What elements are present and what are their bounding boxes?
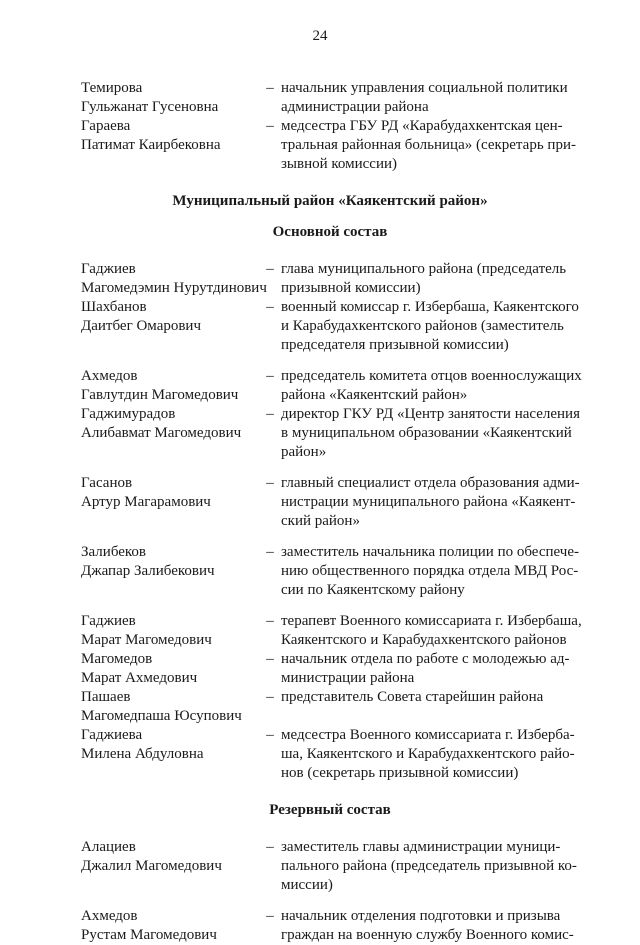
position-line: представитель Совета старейшин района <box>281 689 544 705</box>
member-given-name: Рустам Магомедович <box>81 927 217 943</box>
member-name <box>81 260 267 298</box>
member-entry <box>81 726 599 783</box>
position-line: медсестра ГБУ РД «Карабудахкентская цен- <box>281 118 563 134</box>
entry-dash: – <box>266 727 274 743</box>
entry-dash: – <box>266 839 274 855</box>
position-line: зывной комиссии) <box>281 156 398 172</box>
member-surname: Алациев <box>81 839 136 855</box>
position-line: глава муниципального района (председатель <box>281 261 567 277</box>
member-name <box>81 650 261 688</box>
entry-dash: – <box>266 118 274 134</box>
member-name <box>81 688 261 726</box>
position-line: начальник управления социальной политики <box>281 80 568 96</box>
member-entry <box>81 543 599 600</box>
member-position <box>281 907 599 945</box>
position-line: сии по Каякентскому району <box>281 582 465 598</box>
member-given-name: Марат Магомедович <box>81 632 212 648</box>
position-line: директор ГКУ РД «Центр занятости населения <box>281 406 580 422</box>
position-line: председателя призывной комиссии) <box>281 337 509 353</box>
member-name <box>81 79 261 117</box>
member-given-name: Джапар Залибекович <box>81 563 215 579</box>
page-number: 24 <box>312 28 328 44</box>
member-name <box>81 838 261 876</box>
member-position <box>281 117 599 174</box>
member-position <box>281 79 599 117</box>
member-surname: Ахмедов <box>81 368 138 384</box>
member-entry <box>81 907 599 945</box>
entry-dash: – <box>266 651 274 667</box>
position-line: медсестра Военного комиссариата г. Изберба- <box>281 727 575 743</box>
member-name <box>81 474 261 512</box>
member-given-name: Милена Абдуловна <box>81 746 204 762</box>
member-position <box>281 838 599 895</box>
member-position <box>281 612 599 650</box>
member-position <box>281 367 599 405</box>
member-surname: Залибеков <box>81 544 147 560</box>
member-surname: Гасанов <box>81 475 133 491</box>
member-name <box>81 117 261 155</box>
position-line: Каякентского и Карабудахкентского районов <box>281 632 567 648</box>
member-position <box>281 474 599 531</box>
entry-dash: – <box>266 406 274 422</box>
entry-dash: – <box>266 261 274 277</box>
member-name <box>81 907 261 945</box>
member-entry <box>81 838 599 895</box>
district-title: Муниципальный район «Каякентский район» <box>172 193 488 209</box>
position-line: терапевт Военного комиссариата г. Избербаша, <box>281 613 582 629</box>
member-position <box>281 650 599 688</box>
position-line: и Карабудахкентского районов (заместитель <box>281 318 564 334</box>
position-line: района «Каякентский район» <box>281 387 468 403</box>
member-entry <box>81 612 599 650</box>
position-line: нистрации муниципального района «Каякент- <box>281 494 576 510</box>
position-line: ша, Каякентского и Карабудахкентского райо- <box>281 746 575 762</box>
position-line: призывной комиссии) <box>281 280 421 296</box>
member-position <box>281 543 599 600</box>
member-given-name: Магомедэмин Нурутдинович <box>81 280 267 296</box>
position-line: председатель комитета отцов военнослужащих <box>281 368 582 384</box>
member-surname: Гаджиева <box>81 727 143 743</box>
entry-dash: – <box>266 475 274 491</box>
member-given-name: Даитбег Омарович <box>81 318 201 334</box>
member-entry <box>81 688 599 726</box>
member-surname: Магомедов <box>81 651 153 667</box>
member-given-name: Гавлутдин Магомедович <box>81 387 239 403</box>
member-entry <box>81 405 599 462</box>
member-surname: Пашаев <box>81 689 131 705</box>
position-line: главный специалист отдела образования адми- <box>281 475 580 491</box>
member-given-name: Магомедпаша Юсупович <box>81 708 242 724</box>
position-line: начальник отдела по работе с молодежью ад- <box>281 651 570 667</box>
member-name <box>81 298 261 336</box>
member-surname: Гаджиев <box>81 613 136 629</box>
entry-dash: – <box>266 368 274 384</box>
position-line: ский район» <box>281 513 360 529</box>
entry-dash: – <box>266 613 274 629</box>
member-name <box>81 543 261 581</box>
member-surname: Гараева <box>81 118 131 134</box>
member-position <box>281 726 599 783</box>
position-line: в муниципальном образовании «Каякентский <box>281 425 572 441</box>
entry-dash: – <box>266 689 274 705</box>
entry-dash: – <box>266 908 274 924</box>
position-line: тральная районная больница» (секретарь при- <box>281 137 576 153</box>
position-line: граждан на военную службу Военного комис- <box>281 927 574 943</box>
position-line: заместитель начальника полиции по обеспече- <box>281 544 579 560</box>
member-name <box>81 726 261 764</box>
member-entry <box>81 79 599 117</box>
member-entry <box>81 474 599 531</box>
entry-dash: – <box>266 80 274 96</box>
position-line: пального района (председатель призывной ко- <box>281 858 577 874</box>
main-composition-title: Основной состав <box>272 224 388 240</box>
member-surname: Гаджимурадов <box>81 406 176 422</box>
position-line: нов (секретарь призывной комиссии) <box>281 765 519 781</box>
member-given-name: Джалил Магомедович <box>81 858 222 874</box>
position-line: администрации района <box>281 99 429 115</box>
reserve-composition-title: Резервный состав <box>269 802 391 818</box>
member-surname: Ахмедов <box>81 908 138 924</box>
position-line: нию общественного порядка отдела МВД Рос- <box>281 563 579 579</box>
entry-dash: – <box>266 544 274 560</box>
member-given-name: Марат Ахмедович <box>81 670 198 686</box>
member-surname: Темирова <box>81 80 143 96</box>
member-name <box>81 612 261 650</box>
position-line: начальник отделения подготовки и призыва <box>281 908 561 924</box>
position-line: министрации района <box>281 670 415 686</box>
member-entry <box>81 260 599 298</box>
position-line: военный комиссар г. Избербаша, Каякентского <box>281 299 579 315</box>
member-position <box>281 688 599 707</box>
member-given-name: Патимат Каирбековна <box>81 137 221 153</box>
member-given-name: Алибавмат Магомедович <box>81 425 242 441</box>
member-given-name: Артур Магарамович <box>81 494 211 510</box>
member-position <box>281 298 599 355</box>
member-name <box>81 367 261 405</box>
position-line: миссии) <box>281 877 333 893</box>
member-surname: Гаджиев <box>81 261 136 277</box>
member-entry <box>81 298 599 355</box>
member-entry <box>81 117 599 174</box>
member-position <box>281 405 599 462</box>
member-entry <box>81 367 599 405</box>
member-name <box>81 405 261 443</box>
member-surname: Шахбанов <box>81 299 147 315</box>
member-given-name: Гульжанат Гусеновна <box>81 99 219 115</box>
position-line: район» <box>281 444 327 460</box>
entry-dash: – <box>266 299 274 315</box>
member-position <box>281 260 599 298</box>
document-body <box>81 79 599 945</box>
position-line: заместитель главы администрации муници- <box>281 839 561 855</box>
member-entry <box>81 650 599 688</box>
